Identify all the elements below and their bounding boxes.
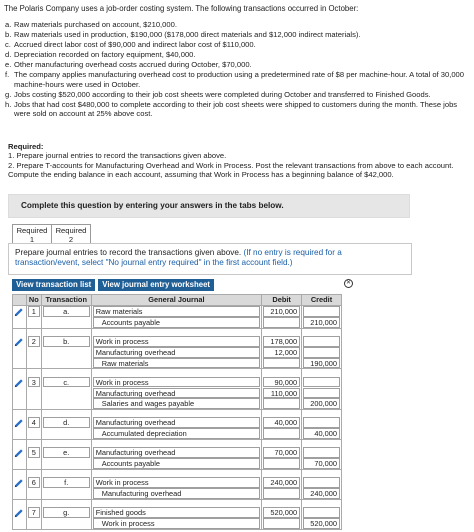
account-cell [91, 358, 261, 369]
edit-cell [13, 417, 27, 428]
account-field[interactable]: Raw materials [93, 358, 260, 369]
transaction-item [4, 20, 470, 29]
account-field[interactable]: Manufacturing overhead [93, 417, 260, 428]
problem-statement [4, 4, 470, 119]
spacer-cell [26, 439, 41, 447]
instruction-box [8, 243, 412, 275]
table-row [13, 358, 342, 369]
spacer-cell [91, 369, 261, 377]
credit-cell [302, 336, 342, 347]
debit-cell [262, 358, 302, 369]
debit-cell [262, 306, 302, 318]
account-cell [91, 317, 261, 328]
row-spacer [13, 409, 342, 417]
spacer-cell [262, 439, 302, 447]
header-credit: Credit [302, 295, 342, 306]
transaction-list [4, 20, 470, 119]
account-field[interactable]: Accounts payable [93, 458, 260, 469]
spacer-cell [13, 409, 27, 417]
account-field[interactable]: Work in process [93, 518, 260, 529]
no-cell [26, 507, 41, 518]
transaction-letter: e. [5, 60, 12, 70]
header-debit: Debit [262, 295, 302, 306]
edit-cell [13, 428, 27, 439]
transaction-cell [41, 488, 91, 499]
debit-cell [262, 428, 302, 439]
no-cell [26, 428, 41, 439]
action-buttons [12, 279, 217, 291]
edit-cell [13, 388, 27, 399]
transaction-letter: g. [5, 89, 12, 99]
account-field[interactable]: Work in process [93, 377, 260, 388]
transaction-cell [41, 347, 91, 358]
spacer-cell [26, 369, 41, 377]
view-journal-worksheet-button[interactable]: View journal entry worksheet [98, 279, 214, 291]
debit-field[interactable]: 240,000 [263, 477, 300, 488]
credit-cell [302, 477, 342, 488]
account-cell [91, 507, 261, 518]
table-row [13, 428, 342, 439]
no-cell [26, 518, 41, 529]
instruction-text: Prepare journal entries to record the transactions given above. [15, 248, 242, 257]
spacer-cell [41, 328, 91, 336]
transaction-letter: f. [5, 70, 10, 80]
account-cell [91, 347, 261, 358]
entry-number: 5 [28, 447, 40, 458]
transaction-cell [41, 306, 91, 318]
instruction-banner [8, 194, 410, 218]
tab-label: Required [16, 226, 48, 235]
account-field[interactable]: Finished goods [93, 507, 260, 518]
edit-cell [13, 518, 27, 529]
credit-cell [302, 306, 342, 318]
transaction-cell [41, 388, 91, 399]
debit-cell [262, 458, 302, 469]
no-cell [26, 477, 41, 488]
edit-cell [13, 477, 27, 488]
credit-field[interactable]: 200,000 [303, 398, 340, 409]
account-cell [91, 477, 261, 488]
credit-cell [302, 417, 342, 428]
credit-field[interactable] [303, 447, 340, 458]
pencil-icon[interactable] [14, 478, 24, 488]
account-field[interactable]: Work in process [93, 336, 260, 347]
edit-cell [13, 507, 27, 518]
table-row [13, 306, 342, 318]
debit-field[interactable] [263, 317, 300, 328]
spacer-cell [91, 409, 261, 417]
transaction-cell [41, 458, 91, 469]
spacer-cell [91, 499, 261, 507]
account-cell [91, 447, 261, 458]
entry-number: 3 [28, 377, 40, 388]
entry-number: 4 [28, 417, 40, 428]
transaction-cell [41, 377, 91, 388]
transaction-cell [41, 447, 91, 458]
account-field[interactable]: Salaries and wages payable [93, 398, 260, 409]
transaction-cell [41, 358, 91, 369]
credit-field[interactable] [303, 336, 340, 347]
transaction-item [4, 60, 470, 69]
spacer-cell [91, 328, 261, 336]
account-field[interactable]: Manufacturing overhead [93, 447, 260, 458]
no-cell [26, 347, 41, 358]
problem-intro: The Polaris Company uses a job-order costing system. The following transactions occurred in October: [4, 4, 359, 13]
close-icon[interactable]: ✕ [345, 280, 352, 286]
table-row [13, 447, 342, 458]
debit-field[interactable]: 210,000 [263, 306, 300, 317]
table-row [13, 398, 342, 409]
debit-field[interactable] [263, 398, 300, 409]
spacer-cell [302, 499, 342, 507]
account-cell [91, 417, 261, 428]
transaction-text: Jobs that had cost $480,000 to complete according to their job cost sheets were shipped to customers during the month. These jobs were sold on account at 25% above cost. [14, 99, 458, 119]
row-spacer [13, 439, 342, 447]
account-field[interactable]: Manufacturing overhead [93, 347, 260, 358]
debit-field[interactable] [263, 518, 300, 529]
account-cell [91, 377, 261, 388]
table-row [13, 388, 342, 399]
transaction-letter: b. [5, 29, 12, 39]
transaction-item [4, 70, 470, 89]
account-cell [91, 306, 261, 318]
instruction-hint: (If no entry is required for a transaction/event, select "No journal entry required" in the first account field.) [15, 248, 342, 268]
credit-field[interactable]: 210,000 [303, 317, 340, 328]
transaction-letter: h. [5, 99, 12, 109]
transaction-cell [41, 317, 91, 328]
spacer-cell [91, 439, 261, 447]
transaction-item [4, 100, 470, 119]
entry-number: 6 [28, 477, 40, 488]
row-spacer [13, 328, 342, 336]
pencil-icon[interactable] [14, 307, 24, 317]
spacer-cell [302, 409, 342, 417]
spacer-cell [26, 409, 41, 417]
spacer-cell [302, 439, 342, 447]
table-row [13, 458, 342, 469]
table-row [13, 336, 342, 347]
pencil-icon[interactable] [14, 378, 24, 388]
edit-cell [13, 317, 27, 328]
debit-field[interactable] [263, 358, 300, 369]
tab-required-1[interactable] [12, 224, 52, 244]
header-general-journal: General Journal [91, 295, 261, 306]
spacer-cell [13, 499, 27, 507]
account-cell [91, 428, 261, 439]
spacer-cell [91, 469, 261, 477]
spacer-cell [26, 328, 41, 336]
transaction-item [4, 50, 470, 59]
transaction-text: Raw materials purchased on account, $210,000. [14, 19, 177, 29]
spacer-cell [13, 328, 27, 336]
header-transaction: Transaction [41, 295, 91, 306]
credit-cell [302, 507, 342, 518]
transaction-letter: d. [5, 49, 12, 59]
header-no: No [26, 295, 41, 306]
credit-field[interactable]: 70,000 [303, 458, 340, 469]
table-row [13, 347, 342, 358]
row-spacer [13, 499, 342, 507]
account-field[interactable]: Accumulated depreciation [93, 428, 260, 439]
required-item-1: 1. Prepare journal entries to record the transactions given above. [8, 151, 227, 161]
no-cell [26, 388, 41, 399]
credit-field[interactable] [303, 377, 340, 388]
tab-required-2[interactable] [51, 224, 91, 244]
spacer-cell [13, 469, 27, 477]
transaction-text: Accrued direct labor cost of $90,000 and indirect labor cost of $110,000. [14, 39, 256, 49]
entry-transaction: c. [43, 377, 90, 388]
entry-transaction: d. [43, 417, 90, 428]
debit-field[interactable]: 520,000 [263, 507, 300, 518]
credit-cell [302, 447, 342, 458]
transaction-cell [41, 428, 91, 439]
debit-cell [262, 347, 302, 358]
edit-cell [13, 336, 27, 347]
credit-field[interactable] [303, 306, 340, 317]
account-field[interactable]: Manufacturing overhead [93, 388, 260, 399]
transaction-text: Raw materials used in production, $190,000 ($178,000 direct materials and $12,000 indirect materials). [14, 29, 361, 39]
table-row [13, 417, 342, 428]
tab-number: 1 [29, 235, 35, 244]
account-cell [91, 398, 261, 409]
table-row [13, 518, 342, 529]
debit-field[interactable]: 70,000 [263, 447, 300, 458]
table-row [13, 507, 342, 518]
transaction-item [4, 90, 470, 99]
required-section [8, 142, 468, 180]
debit-cell [262, 507, 302, 518]
credit-field[interactable] [303, 477, 340, 488]
credit-cell [302, 388, 342, 399]
view-transaction-list-button[interactable]: View transaction list [12, 279, 95, 291]
transaction-cell [41, 398, 91, 409]
transaction-item [4, 40, 470, 49]
spacer-cell [302, 369, 342, 377]
account-field[interactable]: Manufacturing overhead [93, 488, 260, 499]
credit-cell [302, 488, 342, 499]
spacer-cell [262, 409, 302, 417]
transaction-cell [41, 477, 91, 488]
row-spacer [13, 369, 342, 377]
edit-cell [13, 358, 27, 369]
spacer-cell [13, 369, 27, 377]
credit-field[interactable]: 40,000 [303, 428, 340, 439]
debit-cell [262, 377, 302, 388]
credit-cell [302, 458, 342, 469]
edit-cell [13, 488, 27, 499]
transaction-letter: a. [5, 19, 12, 29]
transaction-text: Jobs costing $520,000 according to their job cost sheets were completed during October and transferred to Finished Goods. [14, 89, 431, 99]
transaction-text: Depreciation recorded on factory equipment, $40,000. [14, 49, 196, 59]
account-cell [91, 388, 261, 399]
debit-cell [262, 388, 302, 399]
debit-field[interactable]: 90,000 [263, 377, 300, 388]
debit-cell [262, 447, 302, 458]
edit-cell [13, 306, 27, 318]
spacer-cell [41, 409, 91, 417]
edit-cell [13, 447, 27, 458]
debit-field[interactable] [263, 488, 300, 499]
table-row [13, 488, 342, 499]
account-cell [91, 518, 261, 529]
no-cell [26, 358, 41, 369]
row-spacer [13, 469, 342, 477]
no-cell [26, 377, 41, 388]
tab-number: 2 [68, 235, 74, 244]
requirement-tabs [12, 224, 91, 244]
credit-cell [302, 317, 342, 328]
entry-number: 2 [28, 336, 40, 347]
pencil-icon[interactable] [14, 508, 24, 518]
transaction-text: Other manufacturing overhead costs accrued during October, $70,000. [14, 60, 252, 70]
debit-cell [262, 518, 302, 529]
banner-text: Complete this question by entering your answers in the tabs below. [21, 200, 284, 210]
header-edit [13, 295, 27, 306]
spacer-cell [41, 369, 91, 377]
credit-cell [302, 347, 342, 358]
credit-field[interactable]: 240,000 [303, 488, 340, 499]
spacer-cell [41, 439, 91, 447]
transaction-letter: c. [5, 39, 11, 49]
account-field[interactable]: Raw materials [93, 306, 260, 317]
account-cell [91, 458, 261, 469]
transaction-cell [41, 417, 91, 428]
debit-cell [262, 488, 302, 499]
table-row [13, 317, 342, 328]
no-cell [26, 336, 41, 347]
spacer-cell [26, 499, 41, 507]
edit-cell [13, 458, 27, 469]
spacer-cell [41, 499, 91, 507]
debit-field[interactable]: 178,000 [263, 336, 300, 347]
debit-field[interactable]: 110,000 [263, 388, 300, 399]
spacer-cell [41, 469, 91, 477]
debit-field[interactable]: 12,000 [263, 347, 300, 358]
credit-field[interactable] [303, 507, 340, 518]
entry-transaction: e. [43, 447, 90, 458]
spacer-cell [302, 328, 342, 336]
journal-body [13, 306, 342, 530]
no-cell [26, 317, 41, 328]
general-journal-table [12, 294, 342, 530]
debit-cell [262, 398, 302, 409]
no-cell [26, 458, 41, 469]
entry-transaction: f. [43, 477, 90, 488]
debit-cell [262, 317, 302, 328]
required-item-2: 2. Prepare T-accounts for Manufacturing Overhead and Work in Process. Post the relevant transactions from above to each account. Compute the ending balance in each account, assuming that Work in Process has a beginning balance of $42,000. [8, 160, 454, 180]
credit-cell [302, 377, 342, 388]
transaction-cell [41, 507, 91, 518]
account-field[interactable]: Work in process [93, 477, 260, 488]
credit-field[interactable] [303, 417, 340, 428]
debit-cell [262, 336, 302, 347]
no-cell [26, 447, 41, 458]
required-heading: Required: [8, 142, 44, 151]
debit-field[interactable]: 40,000 [263, 417, 300, 428]
spacer-cell [26, 469, 41, 477]
credit-field[interactable]: 190,000 [303, 358, 340, 369]
entry-transaction: g. [43, 507, 90, 518]
table-header-row [13, 295, 342, 306]
account-field[interactable]: Accounts payable [93, 317, 260, 328]
credit-field[interactable]: 520,000 [303, 518, 340, 529]
edit-cell [13, 377, 27, 388]
credit-cell [302, 358, 342, 369]
table-row [13, 477, 342, 488]
debit-field[interactable] [263, 428, 300, 439]
entry-number: 7 [28, 507, 40, 518]
transaction-text: The company applies manufacturing overhead cost to production using a predetermined rate of $8 per machine-hour. A total of 30,000 machine-hours were used in October. [14, 70, 464, 89]
entry-transaction: b. [43, 336, 90, 347]
entry-transaction: a. [43, 306, 90, 317]
spacer-cell [13, 439, 27, 447]
no-cell [26, 488, 41, 499]
debit-cell [262, 417, 302, 428]
spacer-cell [262, 469, 302, 477]
credit-cell [302, 398, 342, 409]
spacer-cell [302, 469, 342, 477]
spacer-cell [262, 328, 302, 336]
credit-field[interactable] [303, 347, 340, 358]
spacer-cell [262, 499, 302, 507]
spacer-cell [262, 369, 302, 377]
transaction-cell [41, 518, 91, 529]
transaction-cell [41, 336, 91, 347]
debit-cell [262, 477, 302, 488]
credit-cell [302, 518, 342, 529]
table-row [13, 377, 342, 388]
credit-cell [302, 428, 342, 439]
pencil-icon[interactable] [14, 448, 24, 458]
no-cell [26, 306, 41, 318]
edit-cell [13, 398, 27, 409]
transaction-item [4, 30, 470, 39]
credit-field[interactable] [303, 388, 340, 399]
edit-cell [13, 347, 27, 358]
no-cell [26, 417, 41, 428]
debit-field[interactable] [263, 458, 300, 469]
account-cell [91, 488, 261, 499]
entry-number: 1 [28, 306, 40, 317]
pencil-icon[interactable] [14, 337, 24, 347]
account-cell [91, 336, 261, 347]
no-cell [26, 398, 41, 409]
tab-label: Required [55, 226, 87, 235]
pencil-icon[interactable] [14, 418, 24, 428]
